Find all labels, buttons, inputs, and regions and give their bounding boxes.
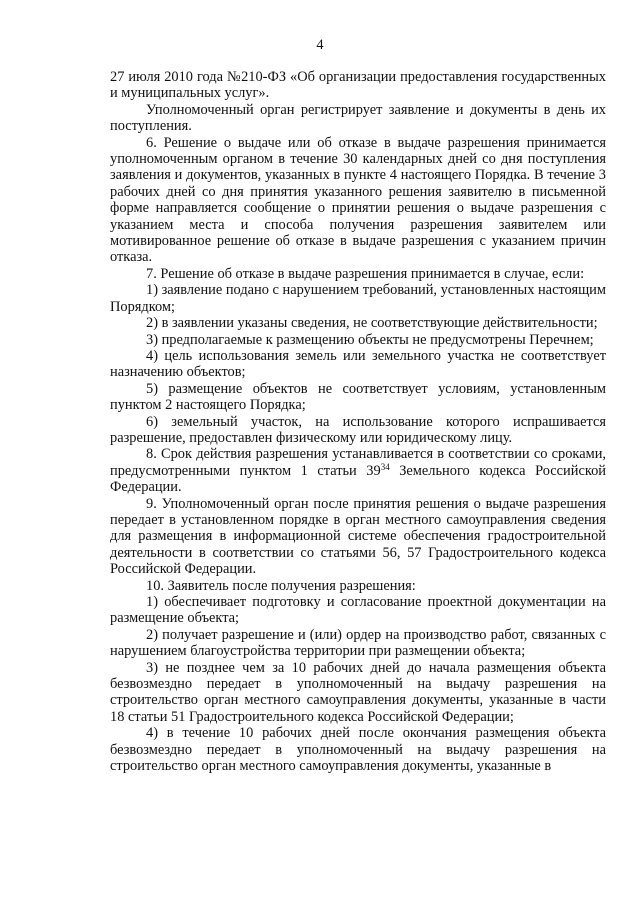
paragraph-item-8-text-before: 8. Срок действия разрешения устанавливается в соответствии со сроками, предусмотренными пунктом 1 статьи 39 [110, 446, 606, 479]
paragraph-item-7-3: 3) предполагаемые к размещению объекты не предусмотрены Перечнем; [146, 331, 594, 348]
paragraph-item-7-1: 1) заявление подано с нарушением требований, установленных настоящим Порядком; [110, 282, 606, 315]
paragraph-item-10-1: 1) обеспечивает подготовку и согласование проектной документации на размещение объекта; [110, 594, 606, 627]
paragraph-item-7-5: 5) размещение объектов не соответствует условиям, установленным пунктом 2 настоящего Порядка; [110, 380, 606, 414]
document-body [110, 69, 606, 774]
paragraph-registration: Уполномоченный орган регистрирует заявление и документы в день их поступления. [110, 101, 606, 135]
paragraph-item-10-4: 4) в течение 10 рабочих дней после окончания размещения объекта безвозмездно передает в уполномоченный на выдачу разрешения на строительство орган местного самоуправления документы, указанные в [110, 725, 606, 775]
paragraph-item-9: 9. Уполномоченный орган после принятия решения о выдаче разрешения передает в установленном порядке в орган местного самоуправления сведения для размещения в информационной системе обеспечения градостроительной деятельности в соответствии со статьями 56, 57 Градостроительного кодекса Российской Федерации. [110, 495, 606, 578]
article-superscript: 34 [380, 461, 390, 472]
paragraph-item-8-text-after: Земельного кодекса Российской Федерации. [110, 462, 606, 496]
page-number: 4 [316, 37, 324, 53]
paragraph-item-10: 10. Заявитель после получения разрешения: [146, 577, 416, 594]
paragraph-item-6: 6. Решение о выдаче или об отказе в выдаче разрешения принимается уполномоченным органом в течение 30 календарных дней со дня поступления заявления и документов, указанных в пункте 4 настоящего Порядка. В течение 3 рабочих дней со дня принятия указанного решения заявителю в письменной форме направляется сообщение о принятии решения о выдаче разрешения с указанием места и способа получения разрешения заявителем или мотивированное решение об отказе в выдаче разрешения с указанием причин отказа. [110, 134, 606, 266]
paragraph-item-7-2: 2) в заявлении указаны сведения, не соответствующие действительности; [146, 315, 598, 332]
paragraph-item-7: 7. Решение об отказе в выдаче разрешения принимается в случае, если: [146, 265, 585, 282]
paragraph-item-7-4: 4) цель использования земель или земельного участка не соответствует назначению объектов; [110, 347, 606, 381]
paragraph-item-10-2: 2) получает разрешение и (или) ордер на производство работ, связанных с нарушением благоустройства территории при размещении объекта; [110, 626, 606, 660]
paragraph-item-7-6: 6) земельный участок, на использование которого испрашивается разрешение, предоставлен физическому или юридическому лицу. [110, 413, 606, 446]
paragraph-item-10-3: 3) не позднее чем за 10 рабочих дней до начала размещения объекта безвозмездно передает в уполномоченный на выдачу разрешения на строительство орган местного самоуправления документы, указанные в части 18 статьи 51 Градостроительного кодекса Российской Федерации; [110, 659, 606, 725]
paragraph-law-reference-continuation: 27 июля 2010 года №210-ФЗ «Об организации предоставления государственных и муниципальных услуг». [110, 69, 606, 102]
paragraph-item-8 [110, 446, 606, 495]
